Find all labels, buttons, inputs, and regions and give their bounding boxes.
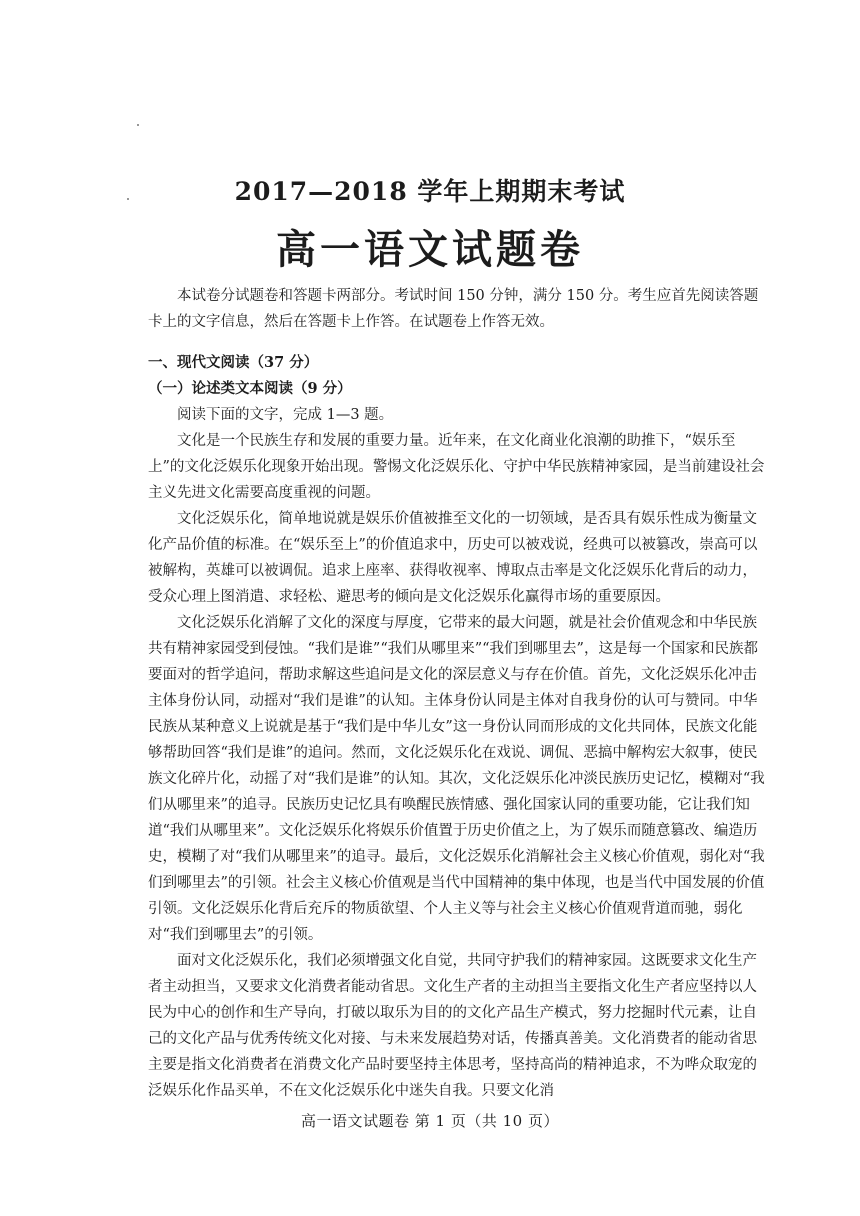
exam-year-title: 2017—2018 学年上期期末考试 xyxy=(234,177,626,206)
section-subheading: （一）论述类文本阅读（9 分） xyxy=(148,380,352,397)
exam-instructions: 本试卷分试题卷和答题卡两部分。考试时间 150 分钟，满分 150 分。考生应首先阅读答题卡上的文字信息，然后在答题卡上作答。在试题卷上作答无效。 xyxy=(148,288,759,330)
exam-main-title: 高一语文试题卷 xyxy=(276,226,584,273)
reading-instruction: 阅读下面的文字，完成 1—3 题。 xyxy=(177,407,394,423)
section-heading: 一、现代文阅读（37 分） xyxy=(148,354,319,371)
passage-paragraph: 文化泛娱乐化消解了文化的深度与厚度，它带来的最大问题，就是社会价值观念和中华民族共有精神家园受到侵蚀。“我们是谁”“我们从哪里来”“我们到哪里去”，这是每一个国家和民族都要面对的哲学追问，帮助求解这些追问是文化的深层意义与存在价值。首先，文化泛娱乐化冲击主体身份认同，动摇对“我们是谁”的认知。主体身份认同是主体对自我身份的认可与赞同。中华民族从某种意义上说就是基于“我们是中华儿女”这一身份认同而形成的文化共同体，民族文化能够帮助回答“我们是谁”的追问。然而，文化泛娱乐化在戏说、调侃、恶搞中解构宏大叙事，使民族文化碎片化，动摇了对“我们是谁”的认知。其次，文化泛娱乐化冲淡民族历史记忆，模糊对“我们从哪里来”的追寻。民族历史记忆具有唤醒民族情感、强化国家认同的重要功能，它让我们知道“我们从哪里来”。文化泛娱乐化将娱乐价值置于历史价值之上，为了娱乐而随意篡改、编造历史，模糊了对“我们从哪里来”的追寻。最后，文化泛娱乐化消解社会主义核心价值观，弱化对“我们到哪里去”的引领。社会主义核心价值观是当代中国精神的集中体现，也是当代中国发展的价值引领。文化泛娱乐化背后充斥的物质欲望、个人主义等与社会主义核心价值观背道而驰，弱化对“我们到哪里去”的引领。 xyxy=(148,615,765,943)
scan-speck xyxy=(137,124,139,126)
page-footer: 高一语文试题卷 第 1 页（共 10 页） xyxy=(301,1112,559,1130)
passage-paragraph: 文化是一个民族生存和发展的重要力量。近年来，在文化商业化浪潮的助推下，“娱乐至上”的文化泛娱乐化现象开始出现。警惕文化泛娱乐化、守护中华民族精神家园，是当前建设社会主义先进文化需要高度重视的问题。 xyxy=(148,433,765,501)
passage-paragraph: 文化泛娱乐化，简单地说就是娱乐价值被推至文化的一切领域，是否具有娱乐性成为衡量文化产品价值的标准。在“娱乐至上”的价值追求中，历史可以被戏说，经典可以被篡改，崇高可以被解构，英雄可以被调侃。追求上座率、获得收视率、博取点击率是文化泛娱乐化背后的动力，受众心理上图消遣、求轻松、避思考的倾向是文化泛娱乐化赢得市场的重要原因。 xyxy=(148,511,758,605)
reading-passage xyxy=(148,428,765,1104)
passage-paragraph: 面对文化泛娱乐化，我们必须增强文化自觉，共同守护我们的精神家园。这既要求文化生产者主动担当，又要求文化消费者能动省思。文化生产者的主动担当主要指文化生产者应坚持以人民为中心的创作和生产导向，打破以取乐为目的的文化产品生产模式，努力挖掘时代元素，让自己的文化产品与优秀传统文化对接、与未来发展趋势对话，传播真善美。文化消费者的能动省思主要是指文化消费者在消费文化产品时要坚持主体思考，坚持高尚的精神追求，不为哗众取宠的泛娱乐化作品买单，不在文化泛娱乐化中迷失自我。只要文化消 xyxy=(148,953,757,1099)
